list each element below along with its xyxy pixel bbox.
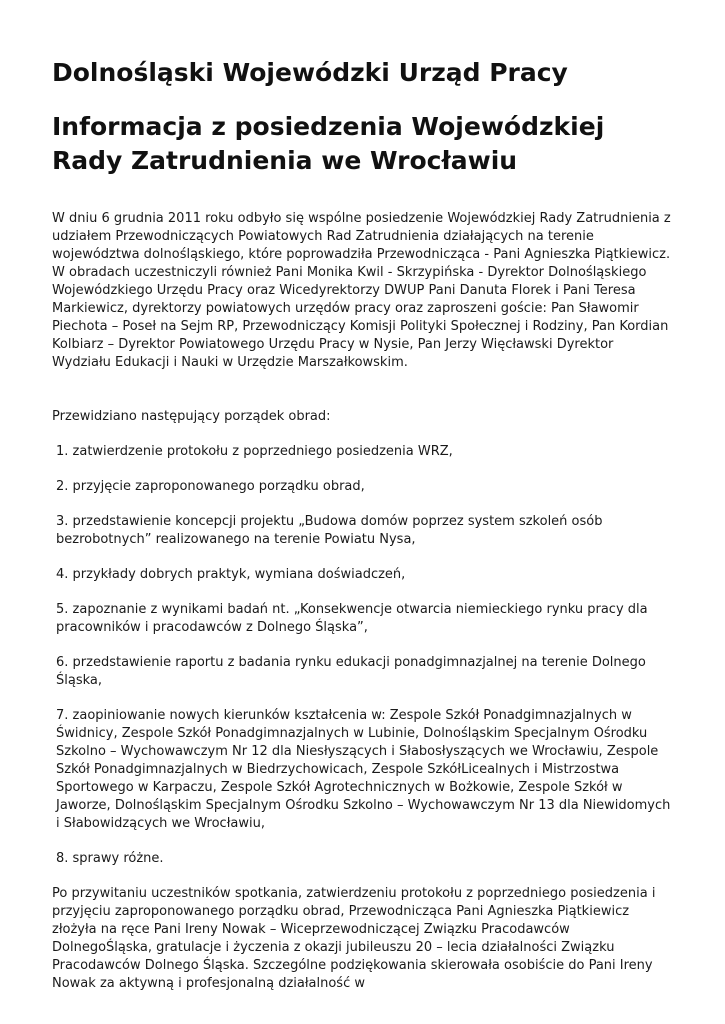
article-body [52, 210, 672, 993]
closing-paragraph: Po przywitaniu uczestników spotkania, zatwierdzeniu protokołu z poprzedniego posiedzenia i przyjęciu zaproponowanego porządku obrad, Przewodnicząca Pani Agnieszka Piątkiewicz złożyła na ręce Pani Ireny Nowak – Wiceprzewodniczącej Związku Pracodawców DolnegoŚląska, gratulacje i życzenia z okazji jubileuszu 20 – lecia działalności Związku Pracodawców Dolnego Śląska. Szczególne podziękowania skierowała osobiście do Pani Ireny Nowak za aktywną i profesjonalną działalność w [52, 886, 656, 991]
agenda-item: 8. sprawy różne. [56, 851, 164, 866]
agenda-item: 2. przyjęcie zaproponowanego porządku obrad, [56, 479, 365, 494]
article-title: Informacja z posiedzenia Wojewódzkiej Rady Zatrudnienia we Wrocławiu [52, 112, 605, 175]
agenda-item: 1. zatwierdzenie protokołu z poprzedniego posiedzenia WRZ, [56, 444, 453, 459]
agenda-item: 5. zapoznanie z wynikami badań nt. „Konsekwencje otwarcia niemieckiego rynku pracy dla pracowników i pracodawców z Dolnego Śląska”, [56, 602, 648, 635]
agenda-item: 7. zaopiniowanie nowych kierunków kształcenia w: Zespole Szkół Ponadgimnazjalnych w Świdnicy, Zespole Szkół Ponadgimnazjalnych w Lubinie, Dolnośląskim Specjalnym Ośrodku Szkolno – Wychowawczym Nr 12 dla Niesłyszących i Słabosłyszących we Wrocławiu, Zespole Szkół Ponadgimnazjalnych w Biedrzychowicach, Zespole SzkółLicealnych i Mistrzostwa Sportowego w Karpaczu, Zespole Szkół Agrotechnicznych w Bożkowie, Zespole Szkół w Jaworze, Dolnośląskim Specjalnym Ośrodku Szkolno – Wychowawczym Nr 13 dla Niewidomych i Słabowidzących we Wrocławiu, [56, 708, 671, 831]
agenda-item: 3. przedstawienie koncepcji projektu „Budowa domów poprzez system szkoleń osób bezrobotnych” realizowanego na terenie Powiatu Nysa, [56, 514, 603, 547]
intro-paragraph: W dniu 6 grudnia 2011 roku odbyło się wspólne posiedzenie Wojewódzkiej Rady Zatrudnienia z udziałem Przewodniczących Powiatowych Rad Zatrudnienia działających na terenie województwa dolnośląskiego, które poprowadziła Przewodnicząca - Pani Agnieszka Piątkiewicz. W obradach uczestniczyli również Pani Monika Kwil - Skrzypińska - Dyrektor Dolnośląskiego Wojewódzkiego Urzędu Pracy oraz Wicedyrektorzy DWUP Pani Danuta Florek i Pani Teresa Markiewicz, dyrektorzy powiatowych urzędów pracy oraz zaproszeni goście: Pan Sławomir Piechota – Poseł na Sejm RP, Przewodniczący Komisji Polityki Społecznej i Rodziny, Pan Kordian Kolbiarz – Dyrektor Powiatowego Urzędu Pracy w Nysie, Pan Jerzy Więcławski Dyrektor Wydziału Edukacji i Nauki w Urzędzie Marszałkowskim. [52, 211, 671, 370]
agenda-item: 6. przedstawienie raportu z badania rynku edukacji ponadgimnazjalnej na terenie Dolnego Śląska, [56, 655, 646, 688]
site-title: Dolnośląski Wojewódzki Urząd Pracy [52, 58, 568, 87]
agenda-item: 4. przykłady dobrych praktyk, wymiana doświadczeń, [56, 567, 406, 582]
agenda-intro: Przewidziano następujący porządek obrad: [52, 409, 331, 424]
